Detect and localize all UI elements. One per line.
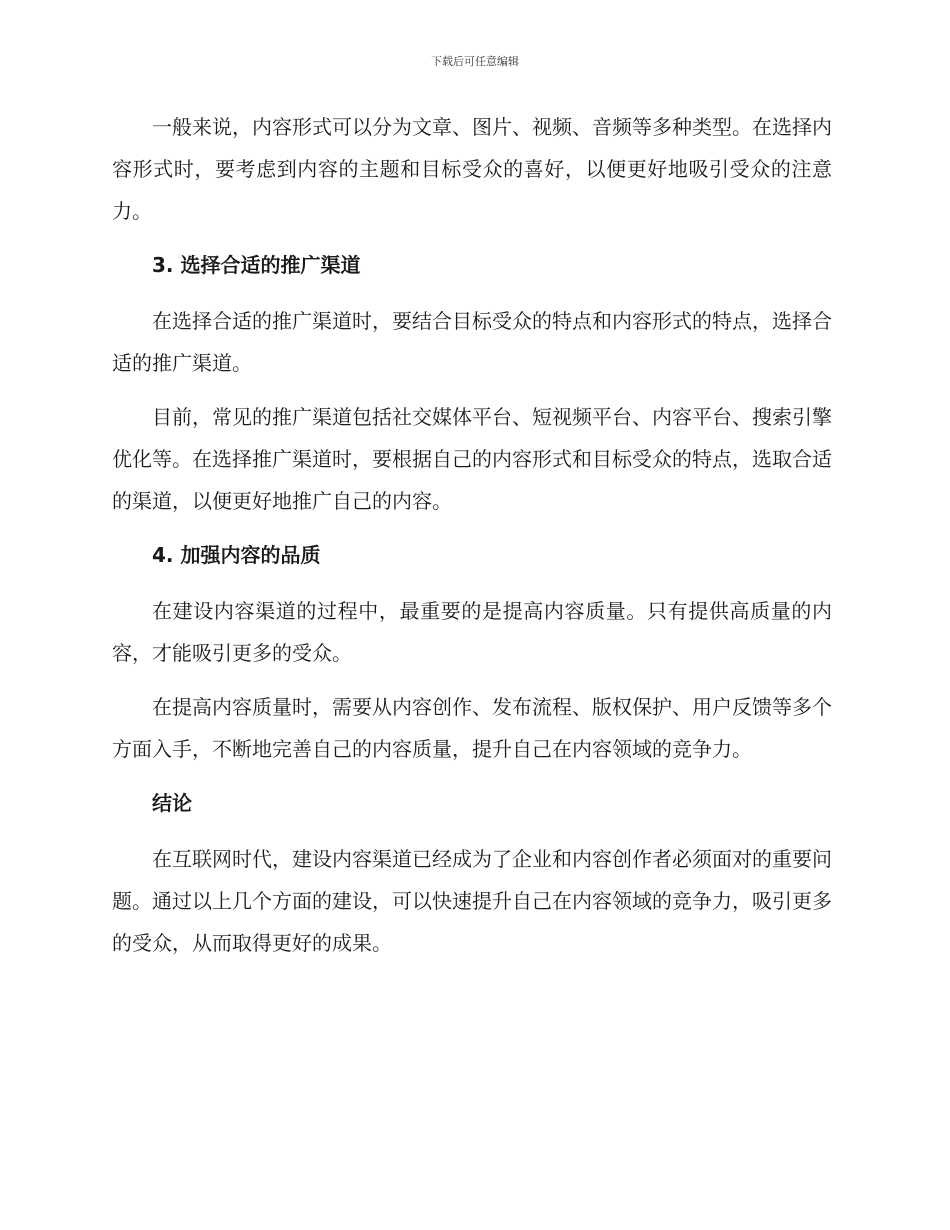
heading-promotion-channels: 3. 选择合适的推广渠道: [152, 253, 361, 277]
heading-conclusion: 结论: [152, 791, 192, 815]
heading-content-quality: 4. 加强内容的品质: [152, 543, 321, 567]
paragraph-choose-channels: 在选择合适的推广渠道时，要结合目标受众的特点和内容形式的特点，选择合适的推广渠道。: [112, 309, 832, 375]
paragraph-conclusion: 在互联网时代，建设内容渠道已经成为了企业和内容创作者必须面对的重要问题。通过以上几个方面的建设，可以快速提升自己在内容领域的竞争力，吸引更多的受众，从而取得更好的成果。: [112, 847, 832, 955]
paragraph-quality-importance: 在建设内容渠道的过程中，最重要的是提高内容质量。只有提供高质量的内容，才能吸引更多的受众。: [112, 599, 832, 665]
paragraph-quality-improvement: 在提高内容质量时，需要从内容创作、发布流程、版权保护、用户反馈等多个方面入手，不断地完善自己的内容质量，提升自己在内容领域的竞争力。: [112, 695, 832, 761]
page-header: 下载后可任意编辑: [431, 55, 519, 68]
paragraph-content-forms: 一般来说，内容形式可以分为文章、图片、视频、音频等多种类型。在选择内容形式时，要考虑到内容的主题和目标受众的喜好，以便更好地吸引受众的注意力。: [112, 115, 832, 223]
document-body: [112, 106, 832, 976]
paragraph-common-channels: 目前，常见的推广渠道包括社交媒体平台、短视频平台、内容平台、搜索引擎优化等。在选择推广渠道时，要根据自己的内容形式和目标受众的特点，选取合适的渠道，以便更好地推广自己的内容。: [112, 405, 832, 513]
